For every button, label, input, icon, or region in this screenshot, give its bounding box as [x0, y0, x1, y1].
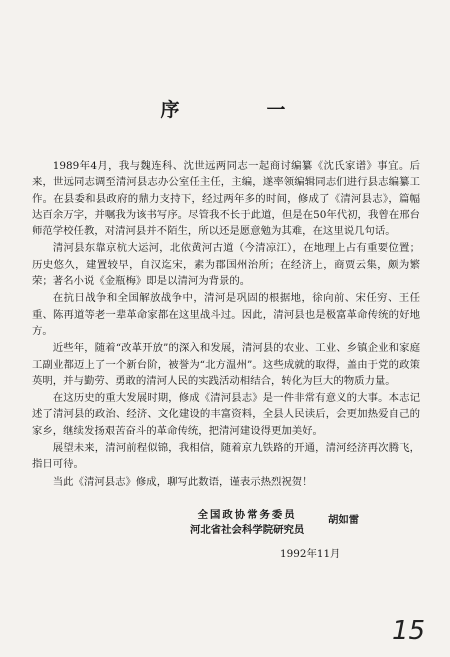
paragraph: 清河县东靠京杭大运河，北依黄河古道（今清凉江），在地理上占有重要位置；历史悠久，建置较早，自汉迄宋，素为郡国州治所；在经济上，商贾云集，颇为繁荣；著名小说《金瓶梅》即是以清河为背景的。	[32, 242, 420, 288]
preface-body	[32, 158, 420, 491]
signature-organization	[190, 508, 304, 538]
paragraph: 在这历史的重大发展时期，修成《清河县志》是一件非常有意义的大事。本志记述了清河县的政治、经济、文化建设的丰富资料，全县人民读后，会更加热爱自己的家乡，继续发扬艰苦奋斗的革命传统，把清河建设得更加美好。	[32, 392, 420, 437]
paragraph: 展望未来，清河前程似锦，我相信，随着京九铁路的开通，清河经济再次腾飞，指日可待。	[32, 442, 420, 471]
paragraph: 在抗日战争和全国解放战争中，清河是巩固的根据地，徐向前、宋任穷、王任重、陈再道等老一辈革命家都在这里战斗过。因此，清河县也是极富革命传统的好地方。	[32, 292, 420, 337]
signature-name: 胡如雷	[328, 514, 360, 526]
paragraph: 当此《清河县志》修成，聊写此数语，谨表示热烈祝贺！	[52, 475, 313, 488]
paragraph: 1989年4月，我与魏连科、沈世远两同志一起商讨编纂《沈氏家谱》事宜。后来，世远同志调至清河县志办公室任主任，主编，遂率领编辑同志们进行县志编纂工作。在县委和县政府的鼎力支持下，经过两年多的时间，修成了《清河县志》，篇幅达百余万字，并嘱我为该书写序。尽管我不长于此道，但是在50年代初，我曾在邢台师范学校任教，对清河县并不陌生，所以还是愿意勉为其难，在这里说几句话。	[32, 160, 420, 238]
page-number: 15	[392, 616, 426, 646]
signature-org-line: 河北省社会科学院研究员	[190, 524, 305, 536]
page-title: 序 一	[160, 99, 320, 121]
signature-org-line: 全国政协常务委员	[197, 509, 297, 521]
paragraph: 近些年，随着“改革开放”的深入和发展，清河县的农业、工业、乡镇企业和家庭工副业都迈上了一个新台阶，被誉为“北方温州”。这些成就的取得，盖由于党的政策英明，并与勤劳、勇敢的清河人民的实践活动相结合，转化为巨大的物质力量。	[32, 342, 420, 387]
signature-date: 1992年11月	[280, 548, 341, 560]
